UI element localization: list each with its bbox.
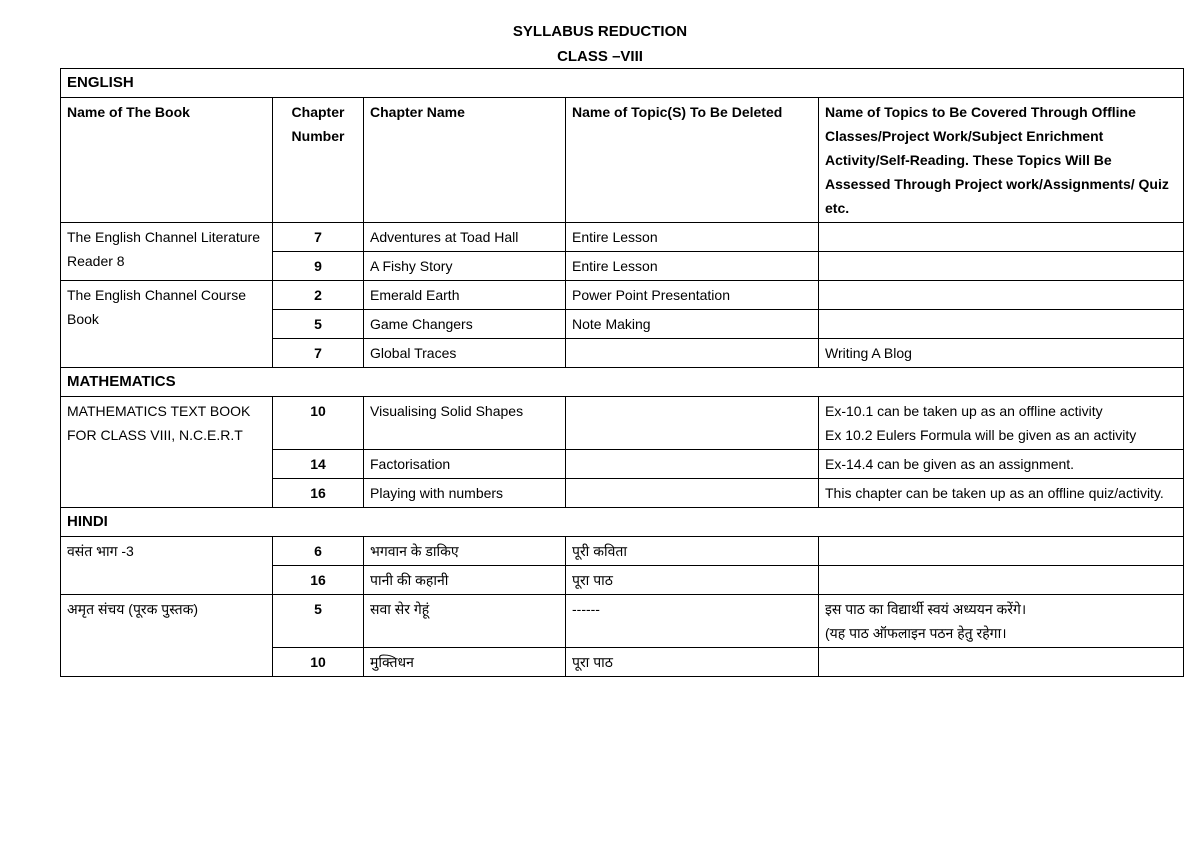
section-row-hindi <box>61 508 1184 537</box>
topic-offline <box>819 281 1184 310</box>
topic-deleted: पूरा पाठ <box>566 566 819 595</box>
topic-offline: Writing A Blog <box>819 339 1184 368</box>
table-row <box>61 397 1184 450</box>
header-row <box>61 98 1184 223</box>
topic-offline <box>819 223 1184 252</box>
topic-offline <box>819 595 1184 648</box>
chapter-name: Adventures at Toad Hall <box>364 223 566 252</box>
chapter-name: पानी की कहानी <box>364 566 566 595</box>
topic-deleted: Entire Lesson <box>566 252 819 281</box>
topic-offline <box>819 537 1184 566</box>
topic-deleted <box>566 479 819 508</box>
document-title: SYLLABUS REDUCTION <box>512 23 688 40</box>
topic-offline-text: Ex-10.1 can be taken up as an offline activity Ex 10.2 Eulers Formula will be given as an activity <box>825 403 1137 443</box>
document-subtitle: CLASS –VIII <box>557 48 643 65</box>
section-row-mathematics <box>61 368 1184 397</box>
chapter-number: 10 <box>273 397 364 450</box>
topic-offline <box>819 252 1184 281</box>
section-mathematics: MATHEMATICS <box>61 368 1184 397</box>
chapter-name: भगवान के डाकिए <box>364 537 566 566</box>
chapter-name: सवा सेर गेहूं <box>364 595 566 648</box>
header-chapter-number: Chapter Number <box>273 98 364 223</box>
section-row-english <box>61 69 1184 98</box>
book-name: The English Channel Literature Reader 8 <box>61 223 273 281</box>
topic-offline <box>819 397 1184 450</box>
topic-offline <box>819 648 1184 677</box>
book-name: MATHEMATICS TEXT BOOK FOR CLASS VIII, N.C.E.R.T <box>61 397 273 508</box>
chapter-number: 16 <box>273 566 364 595</box>
topic-deleted <box>566 450 819 479</box>
header-deleted: Name of Topic(S) To Be Deleted <box>566 98 819 223</box>
topic-offline <box>819 566 1184 595</box>
chapter-name: मुक्तिधन <box>364 648 566 677</box>
chapter-number: 5 <box>273 310 364 339</box>
table-row <box>61 281 1184 310</box>
chapter-number: 9 <box>273 252 364 281</box>
chapter-number: 14 <box>273 450 364 479</box>
topic-offline: This chapter can be taken up as an offline quiz/activity. <box>819 479 1184 508</box>
section-hindi: HINDI <box>61 508 1184 537</box>
chapter-number: 5 <box>273 595 364 648</box>
topic-deleted: Entire Lesson <box>566 223 819 252</box>
topic-deleted: Power Point Presentation <box>566 281 819 310</box>
chapter-name: Emerald Earth <box>364 281 566 310</box>
book-name: वसंत भाग -3 <box>61 537 273 595</box>
chapter-number: 7 <box>273 223 364 252</box>
chapter-number: 2 <box>273 281 364 310</box>
topic-deleted <box>566 397 819 450</box>
chapter-name: A Fishy Story <box>364 252 566 281</box>
table-row <box>61 537 1184 566</box>
chapter-name: Game Changers <box>364 310 566 339</box>
topic-deleted <box>566 339 819 368</box>
chapter-number: 16 <box>273 479 364 508</box>
chapter-name: Global Traces <box>364 339 566 368</box>
topic-offline: Ex-14.4 can be given as an assignment. <box>819 450 1184 479</box>
section-english: ENGLISH <box>61 69 1184 98</box>
syllabus-table <box>60 68 1184 677</box>
header-book: Name of The Book <box>61 98 273 223</box>
header-chapter-name: Chapter Name <box>364 98 566 223</box>
topic-deleted: Note Making <box>566 310 819 339</box>
table-row <box>61 595 1184 648</box>
header-offline: Name of Topics to Be Covered Through Offline Classes/Project Work/Subject Enrichment Activity/Self-Reading. These Topics Will Be Assessed Through Project work/Assignments/ Quiz etc. <box>819 98 1184 223</box>
topic-deleted: पूरा पाठ <box>566 648 819 677</box>
chapter-name: Visualising Solid Shapes <box>364 397 566 450</box>
book-name: The English Channel Course Book <box>61 281 273 368</box>
topic-offline <box>819 310 1184 339</box>
chapter-name: Playing with numbers <box>364 479 566 508</box>
chapter-number: 10 <box>273 648 364 677</box>
topic-deleted: पूरी कविता <box>566 537 819 566</box>
chapter-number: 6 <box>273 537 364 566</box>
book-name: अमृत संचय (पूरक पुस्तक) <box>61 595 273 677</box>
table-row <box>61 223 1184 252</box>
chapter-number: 7 <box>273 339 364 368</box>
chapter-name: Factorisation <box>364 450 566 479</box>
topic-offline-text: इस पाठ का विद्यार्थी स्वयं अध्ययन करेंगे। (यह पाठ ऑफलाइन पठन हेतु रहेगा। <box>825 601 1027 641</box>
topic-deleted: ------ <box>566 595 819 648</box>
